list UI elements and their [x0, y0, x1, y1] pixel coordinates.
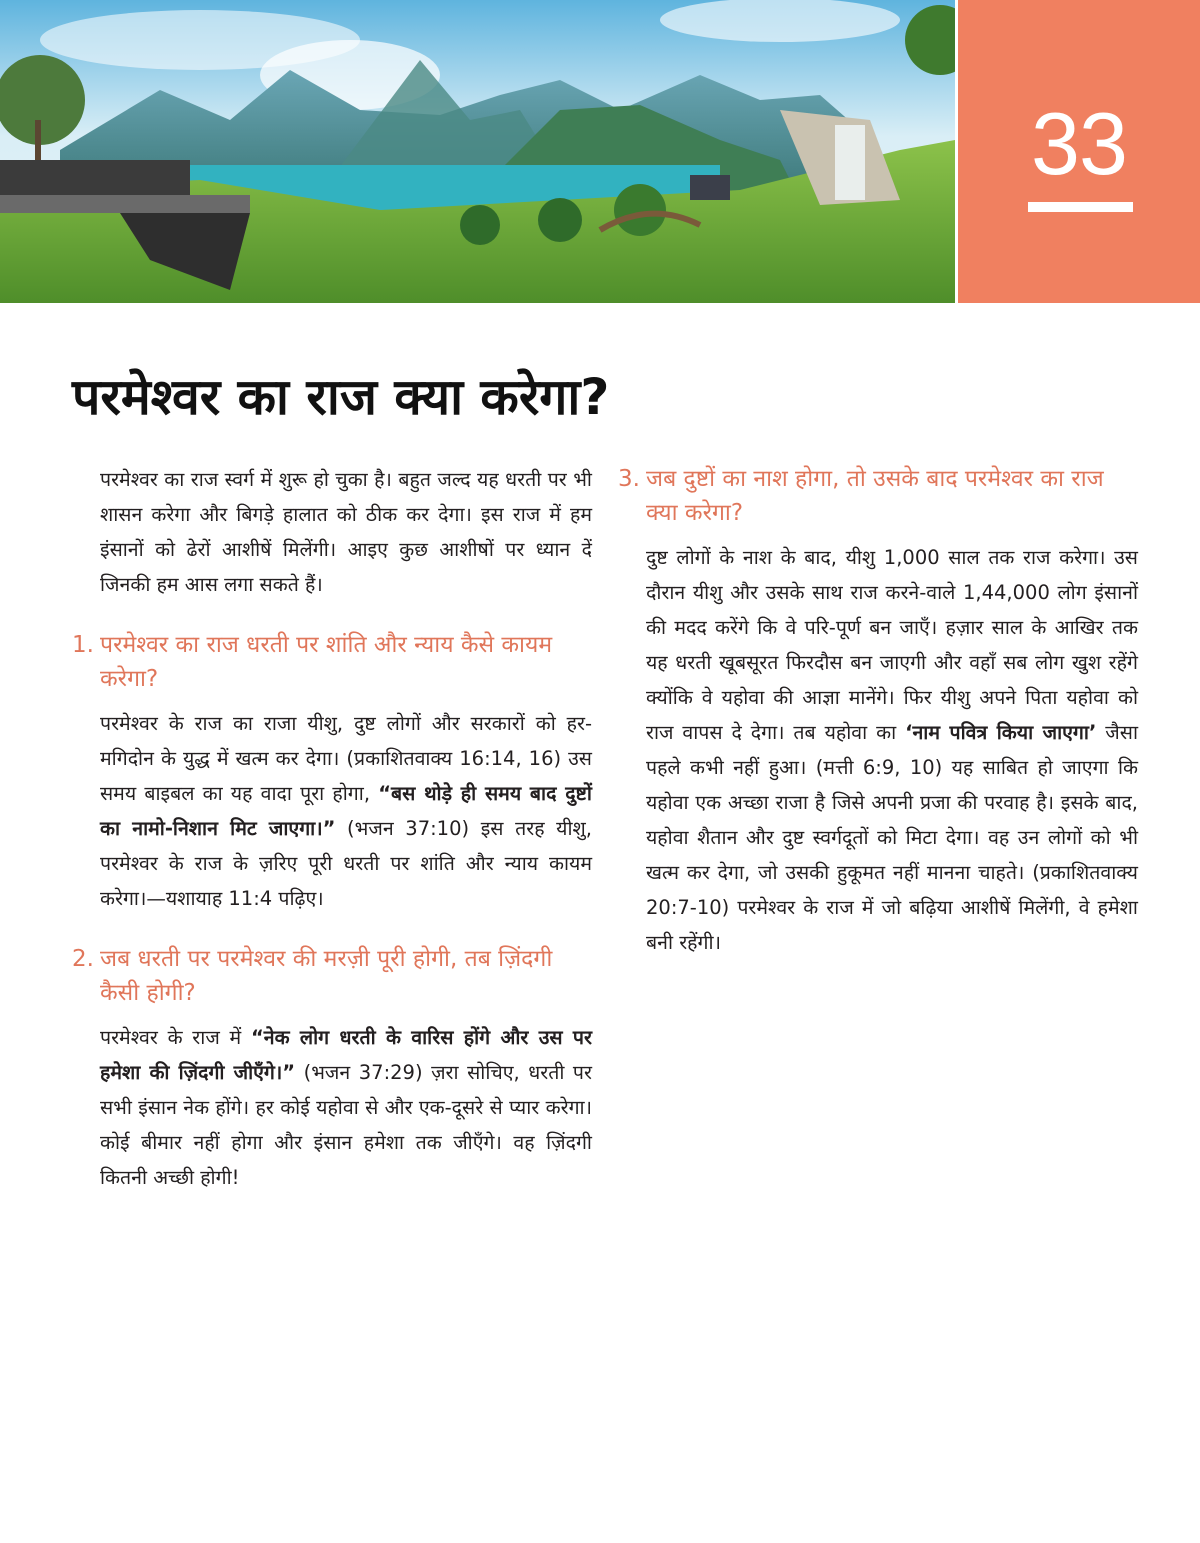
answer-text: (भजन 37:29) ज़रा सोचिए, धरती पर सभी इंसान नेक होंगे। हर कोई यहोवा से और एक-दूसरे से प्यार करेगा। कोई बीमार नहीं होगा और इंसान हमेशा तक जीएँगे। वह ज़िंदगी कितनी अच्छी होगी!: [100, 1061, 592, 1189]
question-number: 1.: [72, 632, 94, 658]
answer-text: परमेश्वर के राज का राजा यीशु, दुष्ट लोगों और सरकारों को हर-मगिदोन के युद्ध में खत्म कर देगा। (प्रकाशितवाक्य 16:14, 16) उस समय बाइबल का यह वादा पूरा होगा,: [100, 712, 592, 805]
landscape-illustration-icon: [0, 0, 955, 303]
intro-paragraph: परमेश्वर का राज स्वर्ग में शुरू हो चुका है। बहुत जल्द यह धरती पर भी शासन करेगा और बिगड़े हालात को ठीक कर देगा। इस राज में हम इंसानों को ढेरों आशीषें मिलेंगी। आइए कुछ आशीषों पर ध्यान दें जिनकी हम आस लगा सकते हैं।: [100, 468, 592, 596]
answer-text: परमेश्वर के राज में: [100, 1026, 251, 1049]
question-number: 3.: [618, 466, 640, 492]
question-text: जब दुष्टों का नाश होगा, तो उसके बाद परमेश्वर का राज क्या करेगा?: [646, 466, 1104, 526]
left-column: [72, 462, 592, 1195]
chapter-number-box: [958, 0, 1200, 303]
question-2: [72, 942, 592, 1010]
question-3: [618, 462, 1138, 530]
chapter-number: 33: [1031, 94, 1127, 193]
answer-text: जैसा पहले कभी नहीं हुआ। (मत्ती 6:9, 10) यह साबित हो जाएगा कि यहोवा एक अच्छा राजा है जिसे अपनी प्रजा की परवाह है। इसके बाद, यहोवा शैतान और दुष्ट स्वर्गदूतों को मिटा देगा। वह उन लोगों को भी खत्म कर देगा, जो उसकी हुकूमत नहीं मानना चाहते। (प्रकाशितवाक्य 20:7-10) परमेश्वर के राज में जो बढ़िया आशीषें मिलेंगी, वे हमेशा बनी रहेंगी।: [646, 721, 1138, 954]
question-1: [72, 628, 592, 696]
answer-2-paragraph: [72, 1020, 592, 1195]
scripture-quote: “बस थोड़े ही समय बाद दुष्टों का नामो-निशान मिट जाएगा।”: [100, 782, 592, 840]
chapter-underline: [1028, 202, 1133, 212]
right-column: [618, 462, 1138, 960]
answer-3-paragraph: [618, 540, 1138, 960]
question-number: 2.: [72, 946, 94, 972]
page-title: परमेश्वर का राज क्या करेगा?: [72, 368, 610, 426]
scripture-quote: “नेक लोग धरती के वारिस होंगे और उस पर हमेशा की ज़िंदगी जीएँगे।”: [100, 1026, 592, 1084]
answer-1-paragraph: [72, 706, 592, 916]
scripture-quote: ‘नाम पवित्र किया जाएगा’: [905, 721, 1097, 744]
question-text: परमेश्वर का राज धरती पर शांति और न्याय कैसे कायम करेगा?: [100, 632, 553, 692]
question-text: जब धरती पर परमेश्वर की मरज़ी पूरी होगी, तब ज़िंदगी कैसी होगी?: [100, 946, 553, 1006]
answer-text: (भजन 37:10) इस तरह यीशु, परमेश्वर के राज के ज़रिए पूरी धरती पर शांति और न्याय कायम करेगा।—यशायाह 11:4 पढ़िए।: [100, 817, 592, 910]
answer-text: दुष्ट लोगों के नाश के बाद, यीशु 1,000 साल तक राज करेगा। उस दौरान यीशु और उसके साथ राज करने-वाले 1,44,000 लोग इंसानों की मदद करेंगे कि वे परि-पूर्ण बन जाएँ। हज़ार साल के आखिर तक यह धरती खूबसूरत फिरदौस बन जाएगी और वहाँ सब लोग खुश रहेंगे क्योंकि वे यहोवा की आज्ञा मानेंगे। फिर यीशु अपने पिता यहोवा को राज वापस दे देगा। तब यहोवा का: [646, 546, 1138, 744]
hero-image: [0, 0, 955, 303]
